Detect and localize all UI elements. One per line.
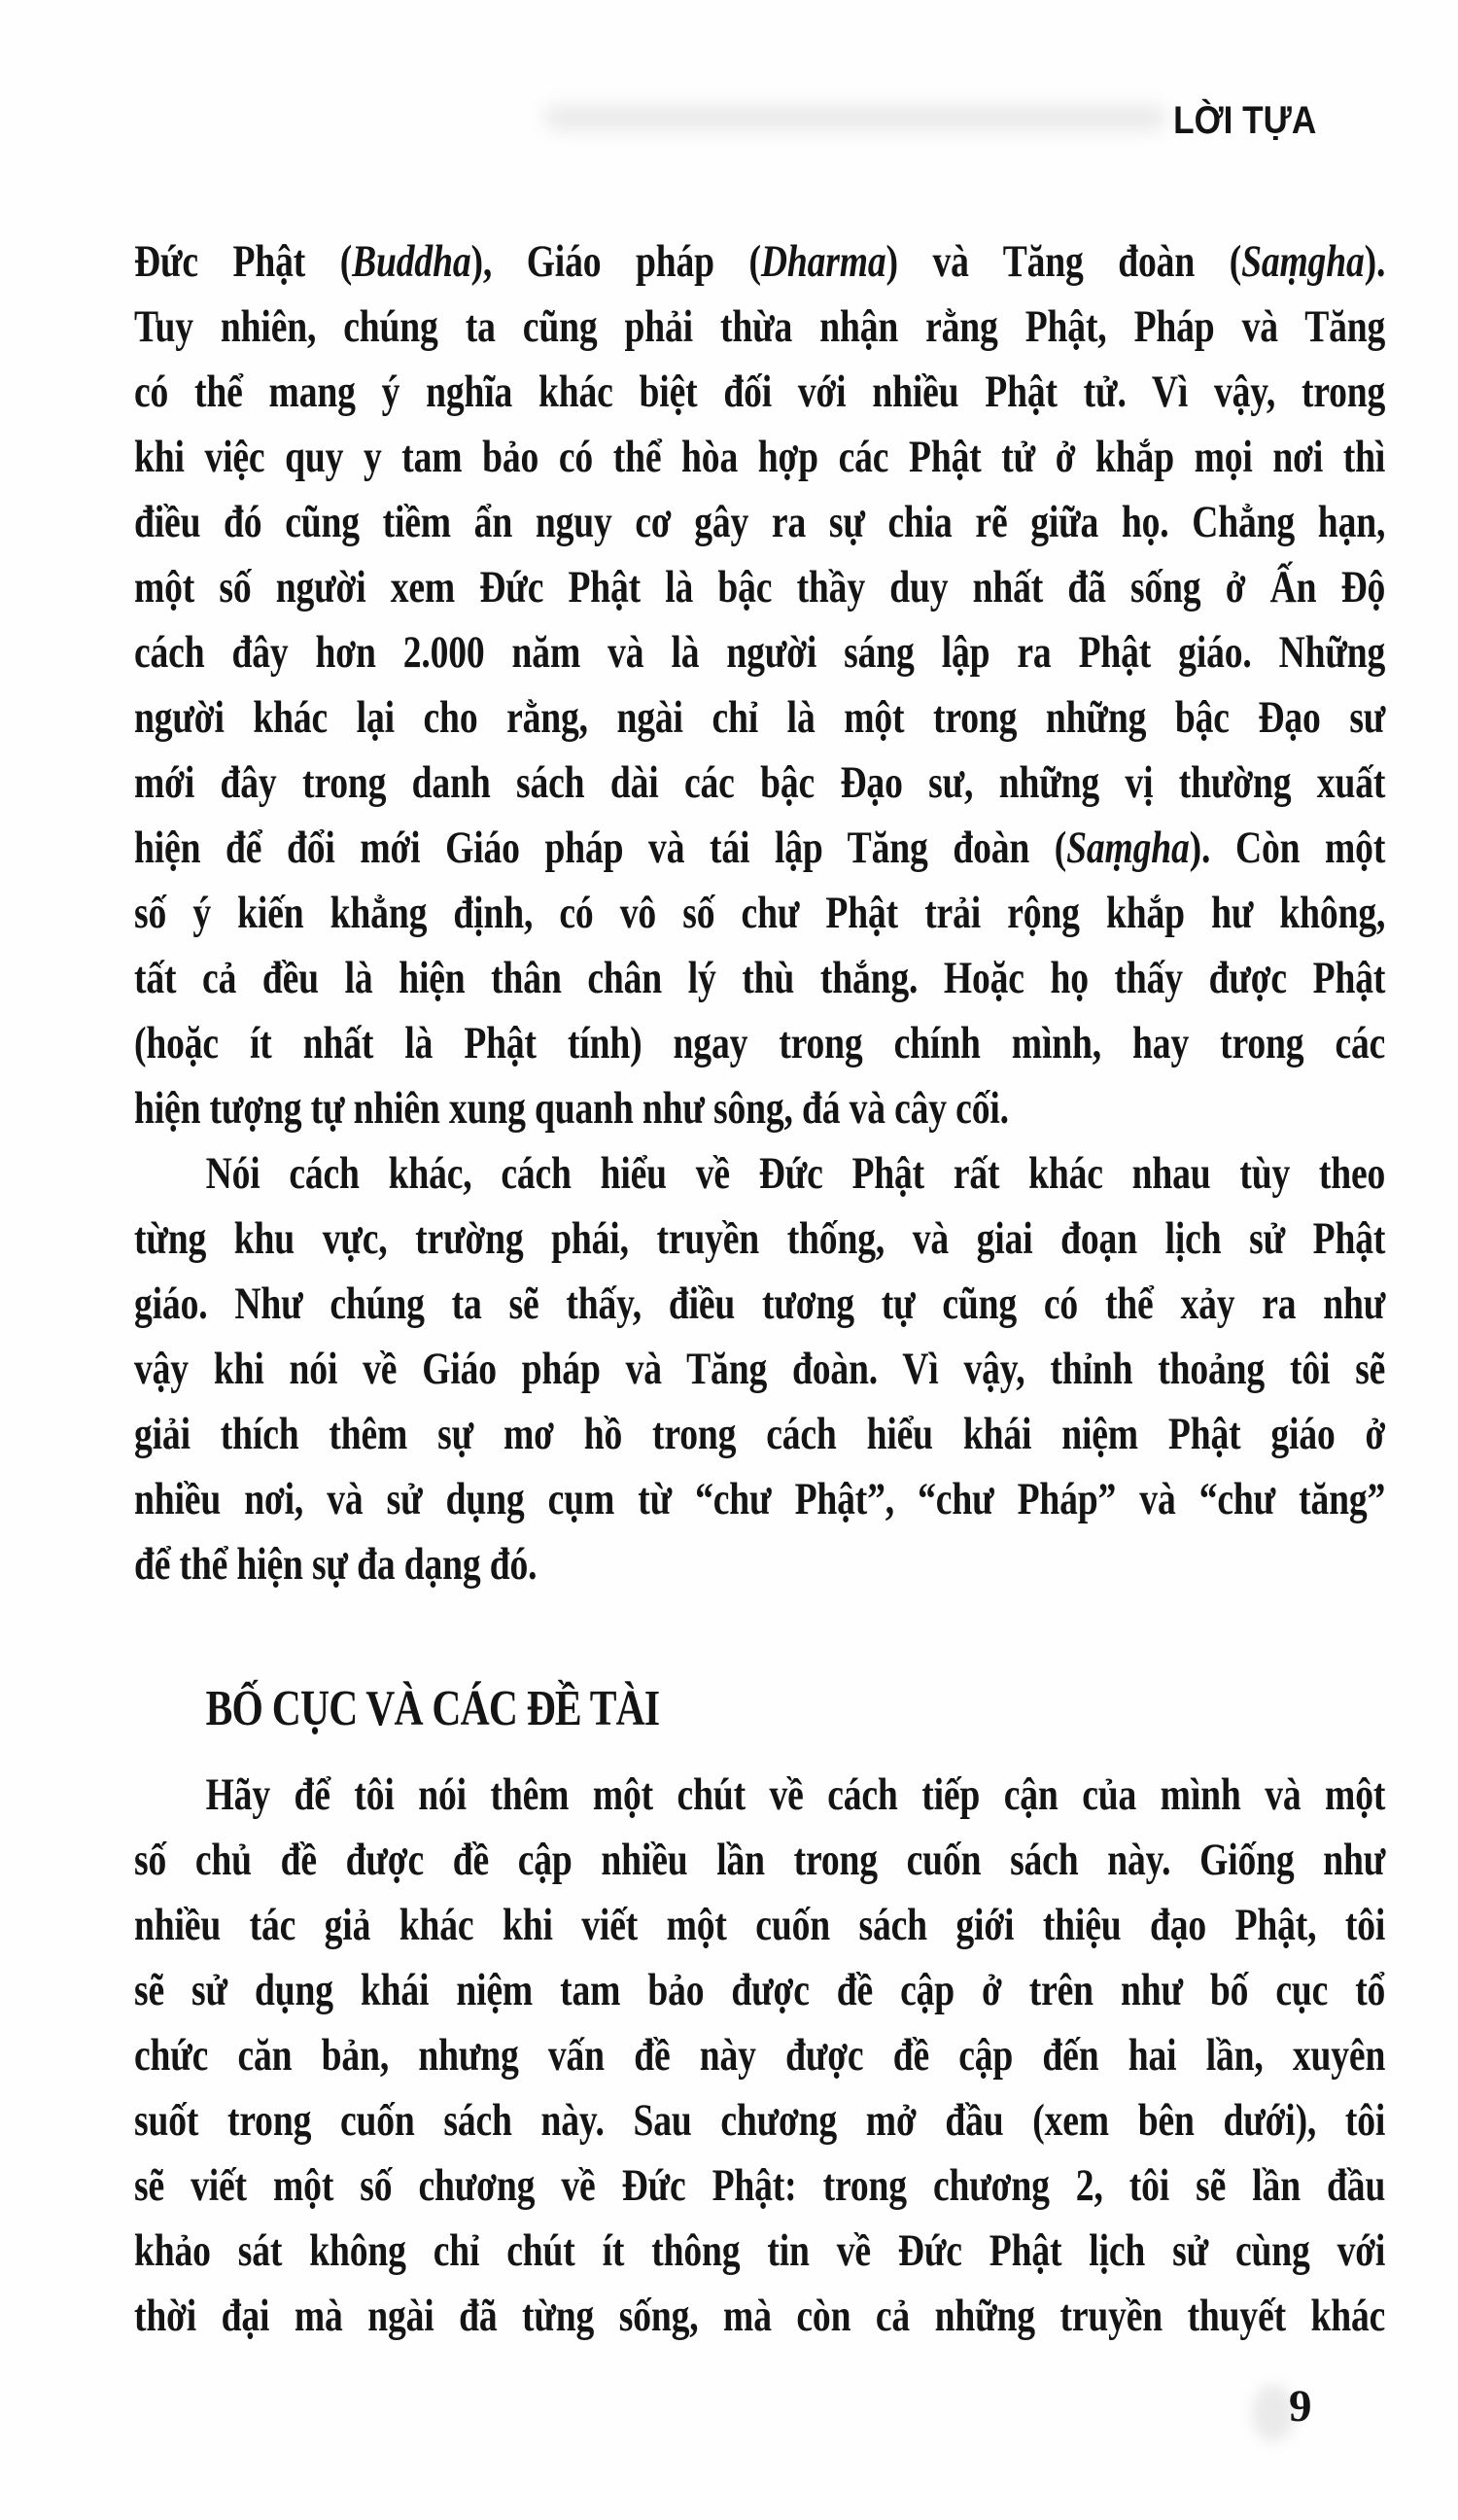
text-segment: suốt trong cuốn sách này. Sau chương mở đầu (xem bên dưới), tôi <box>134 2095 1386 2146</box>
text-line <box>134 2153 1385 2219</box>
text-segment: cách đây hơn 2.000 năm và là người sáng lập ra Phật giáo. Những <box>134 627 1386 678</box>
paragraph <box>134 229 1385 1141</box>
ink-bleed-artifact <box>544 105 1166 130</box>
text-segment: Đức Phật ( <box>134 236 353 287</box>
text-segment: thời đại mà ngài đã từng sống, mà còn cả những truyền thuyết khác <box>134 2291 1386 2341</box>
text-line <box>134 1828 1385 1893</box>
text-line <box>134 295 1385 360</box>
text-line <box>134 1272 1385 1337</box>
text-segment: người khác lại cho rằng, ngài chỉ là một trong những bậc Đạo sư <box>134 692 1386 743</box>
text-line <box>134 425 1385 490</box>
text-segment: sẽ sử dụng khái niệm tam bảo được đề cập ở trên như bố cục tổ <box>134 1965 1386 2015</box>
text-line <box>134 555 1385 620</box>
text-line <box>134 620 1385 685</box>
text-segment: để thể hiện sự đa dạng đó. <box>134 1539 538 1590</box>
text-segment: có thể mang ý nghĩa khác biệt đối với nhiều Phật tử. Vì vậy, trong <box>134 367 1386 417</box>
text-segment: một số người xem Đức Phật là bậc thầy duy nhất đã sống ở Ấn Độ <box>134 562 1386 612</box>
text-line <box>134 2284 1385 2349</box>
text-line <box>134 1402 1385 1467</box>
italic-term: Saṃgha <box>1241 236 1365 287</box>
italic-term: Saṃgha <box>1066 822 1190 873</box>
paragraph <box>134 1141 1385 1597</box>
text-segment: Nói cách khác, cách hiểu về Đức Phật rất khác nhau tùy theo <box>205 1148 1386 1199</box>
text-line <box>134 1076 1385 1141</box>
text-segment: khảo sát không chỉ chút ít thông tin về Đức Phật lịch sử cùng với <box>134 2225 1386 2276</box>
text-segment: số ý kiến khẳng định, có vô số chư Phật trải rộng khắp hư không, <box>134 888 1386 938</box>
text-line <box>134 685 1385 751</box>
text-line <box>134 1893 1385 1958</box>
text-segment: Hãy để tôi nói thêm một chút về cách tiếp cận của mình và một <box>205 1769 1386 1820</box>
page-number: 9 <box>1289 2381 1312 2432</box>
text-line <box>134 881 1385 946</box>
text-line <box>134 1532 1385 1597</box>
text-line <box>134 1467 1385 1532</box>
text-line <box>134 1763 1385 1828</box>
text-line <box>134 2219 1385 2284</box>
text-segment: giáo. Như chúng ta sẽ thấy, điều tương tự cũng có thể xảy ra như <box>134 1278 1386 1329</box>
text-segment: nhiều nơi, và sử dụng cụm từ “chư Phật”, “chư Pháp” và “chư tăng” <box>134 1474 1386 1524</box>
text-line <box>134 1958 1385 2023</box>
text-line <box>134 2088 1385 2153</box>
section-heading: BỐ CỤC VÀ CÁC ĐỀ TÀI <box>205 1681 660 1736</box>
text-segment: giải thích thêm sự mơ hồ trong cách hiểu khái niệm Phật giáo ở <box>134 1409 1386 1459</box>
text-segment: ), Giáo pháp ( <box>470 236 761 287</box>
text-segment: hiện để đổi mới Giáo pháp và tái lập Tăng đoàn ( <box>134 822 1067 873</box>
text-segment: ). Còn một <box>1189 822 1386 873</box>
text-line <box>134 1141 1385 1207</box>
text-line <box>134 946 1385 1011</box>
paragraph <box>134 1763 1385 2349</box>
running-header: LỜI TỰA <box>1172 99 1316 142</box>
text-segment: Tuy nhiên, chúng ta cũng phải thừa nhận rằng Phật, Pháp và Tăng <box>134 301 1386 352</box>
text-segment: mới đây trong danh sách dài các bậc Đạo sư, những vị thường xuất <box>134 757 1386 808</box>
text-segment: ) và Tăng đoàn ( <box>885 236 1242 287</box>
text-line <box>134 751 1385 816</box>
text-segment: vậy khi nói về Giáo pháp và Tăng đoàn. Vì vậy, thỉnh thoảng tôi sẽ <box>134 1344 1386 1394</box>
italic-term: Buddha <box>352 236 471 287</box>
text-line <box>134 816 1385 881</box>
body-text <box>134 229 1385 2349</box>
text-segment: chức căn bản, nhưng vấn đề này được đề cập đến hai lần, xuyên <box>134 2030 1386 2081</box>
text-line <box>134 1337 1385 1402</box>
text-segment: sẽ viết một số chương về Đức Phật: trong chương 2, tôi sẽ lần đầu <box>134 2160 1386 2211</box>
text-segment: (hoặc ít nhất là Phật tính) ngay trong chính mình, hay trong các <box>134 1018 1386 1068</box>
text-segment: điều đó cũng tiềm ẩn nguy cơ gây ra sự chia rẽ giữa họ. Chẳng hạn, <box>134 497 1386 547</box>
text-line <box>134 229 1385 295</box>
text-segment: khi việc quy y tam bảo có thể hòa hợp các Phật tử ở khắp mọi nơi thì <box>134 432 1386 482</box>
text-line <box>134 490 1385 555</box>
text-segment: từng khu vực, trường phái, truyền thống, và giai đoạn lịch sử Phật <box>134 1213 1386 1264</box>
text-line <box>134 1207 1385 1272</box>
text-line <box>134 2023 1385 2088</box>
text-segment: nhiều tác giả khác khi viết một cuốn sách giới thiệu đạo Phật, tôi <box>134 1900 1386 1950</box>
text-line <box>134 1011 1385 1076</box>
text-segment: tất cả đều là hiện thân chân lý thù thắng. Hoặc họ thấy được Phật <box>134 953 1386 1003</box>
text-segment: số chủ đề được đề cập nhiều lần trong cuốn sách này. Giống như <box>134 1835 1386 1885</box>
text-line <box>134 360 1385 425</box>
italic-term: Dharma <box>760 236 886 287</box>
text-segment: hiện tượng tự nhiên xung quanh như sông, đá và cây cối. <box>134 1083 1009 1134</box>
text-segment: ). <box>1364 236 1386 287</box>
